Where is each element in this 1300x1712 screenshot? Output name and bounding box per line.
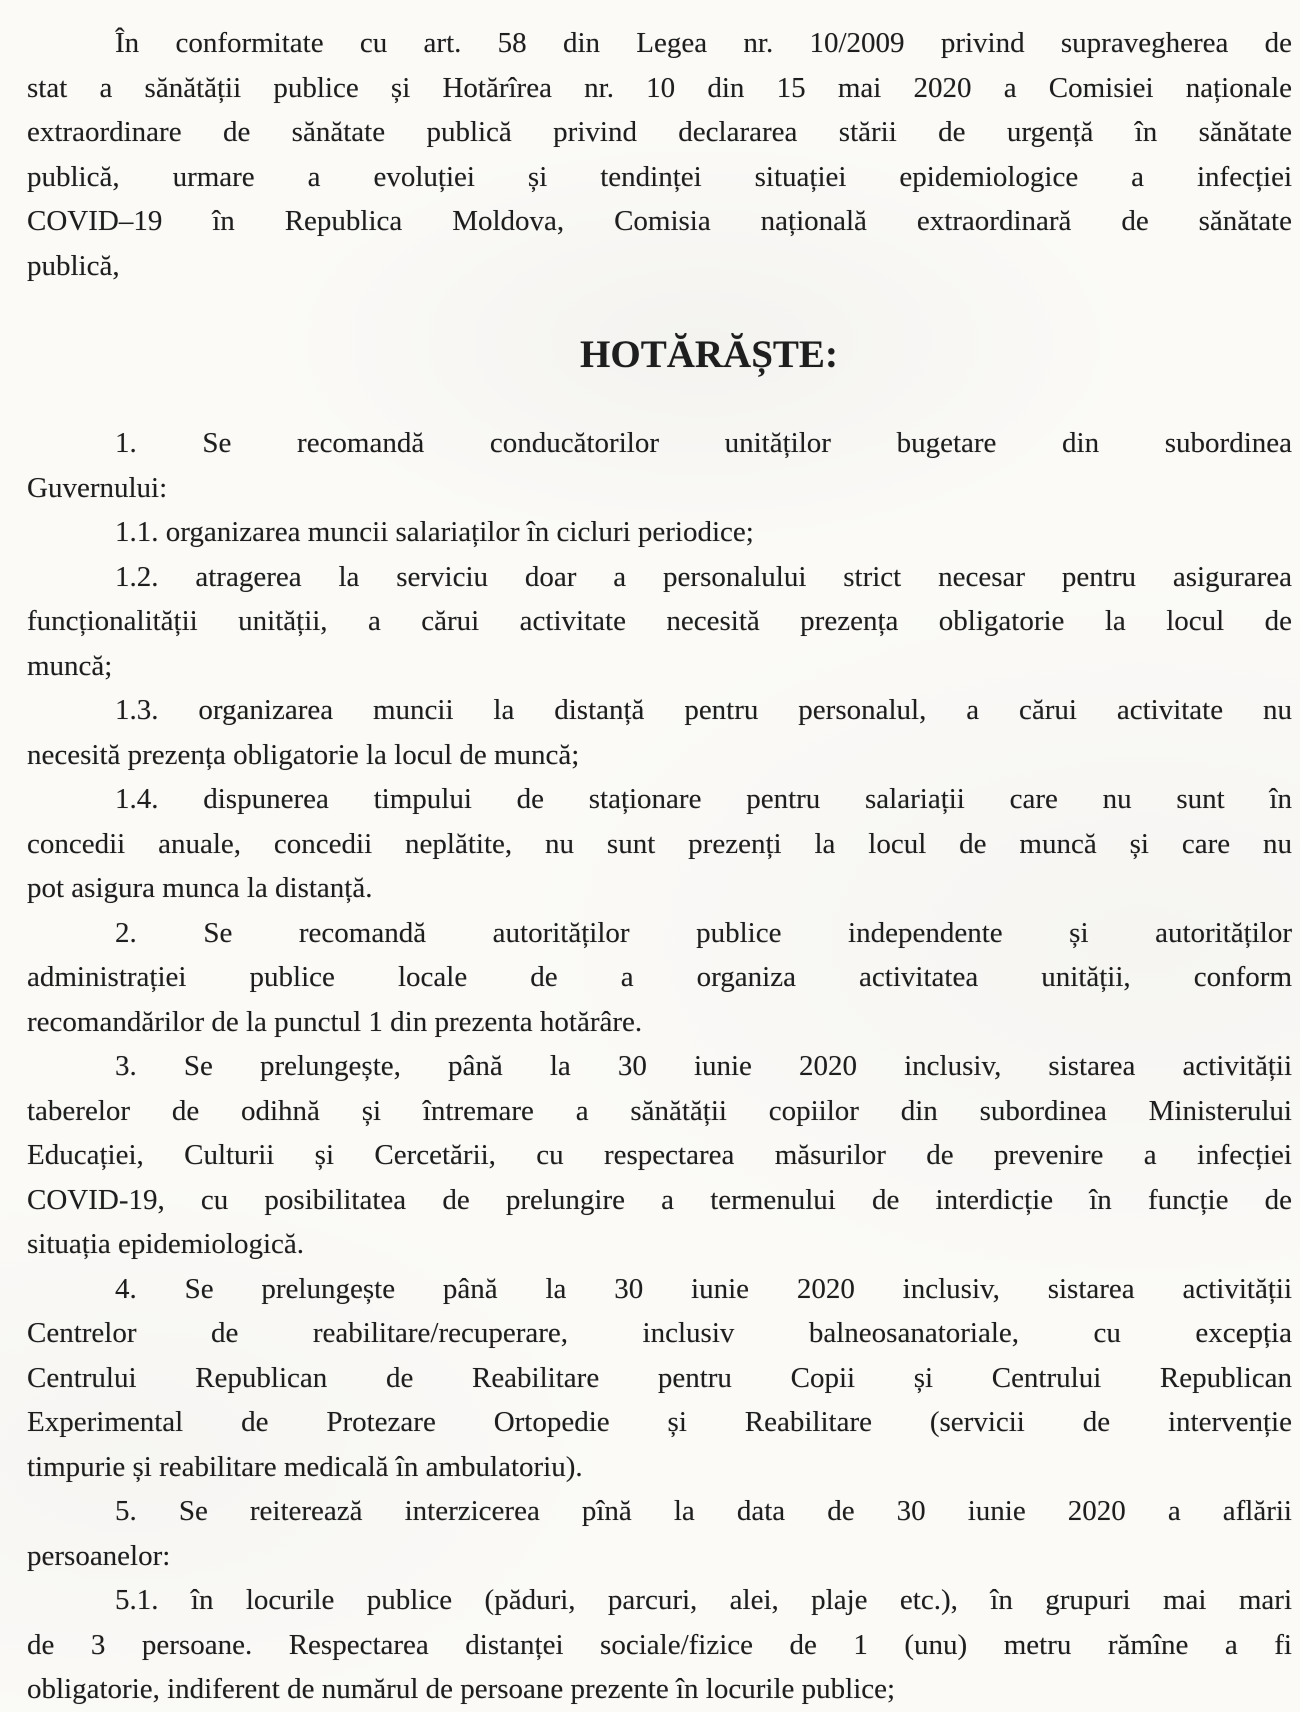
text-line: persoanelor: (27, 1539, 171, 1572)
paragraph-1-4 (27, 777, 1292, 911)
paragraph-1-3 (27, 688, 1292, 777)
text-line: taberelor de odihnă și întremare a sănătății copiilor din subordinea Ministerului (27, 1094, 1292, 1127)
text-line: timpurie și reabilitare medicală în ambulatoriu). (27, 1450, 583, 1483)
text-line: necesită prezența obligatorie la locul de muncă; (27, 738, 580, 771)
paragraph-5 (27, 1489, 1292, 1578)
body-paragraphs (27, 421, 1292, 1712)
paragraph-1-1 (27, 510, 1292, 555)
text-line: 5. Se reiterează interzicerea pînă la data de 30 iunie 2020 a aflării (115, 1495, 1292, 1527)
paragraph-5-1 (27, 1578, 1292, 1712)
text-line: 1.3. organizarea muncii la distanță pentru personalul, a cărui activitate nu (115, 694, 1292, 726)
text-line: stat a sănătății publice și Hotărîrea nr. 10 din 15 mai 2020 a Comisiei naționale (27, 71, 1292, 104)
text-line: publică, urmare a evoluției și tendinței situației epidemiologice a infecției (27, 160, 1292, 193)
text-line: 3. Se prelungește, până la 30 iunie 2020 inclusiv, sistarea activității (115, 1050, 1292, 1082)
text-line: Centrului Republican de Reabilitare pentru Copii și Centrului Republican (27, 1361, 1292, 1394)
text-line: de 3 persoane. Respectarea distanței sociale/fizice de 1 (unu) metru rămîne a fi (27, 1628, 1292, 1661)
text-line: Educației, Culturii și Cercetării, cu respectarea măsurilor de prevenire a infecției (27, 1139, 1292, 1171)
text-line: muncă; (27, 649, 113, 682)
text-line: 5.1. în locurile publice (păduri, parcuri, alei, plaje etc.), în grupuri mai mari (115, 1584, 1292, 1616)
text-line: funcționalității unității, a cărui activitate necesită prezența obligatorie la locul de (27, 605, 1292, 637)
paragraph-3 (27, 1044, 1292, 1267)
paragraph-1 (27, 421, 1292, 510)
paragraph-2 (27, 911, 1292, 1045)
text-line: În conformitate cu art. 58 din Legea nr. 10/2009 privind supravegherea de (115, 27, 1292, 59)
text-line: 4. Se prelungește până la 30 iunie 2020 inclusiv, sistarea activității (115, 1272, 1292, 1305)
paragraph-1-2 (27, 555, 1292, 689)
text-line: 2. Se recomandă autorităților publice independente și autorităților (115, 916, 1292, 949)
text-line: 1.2. atragerea la serviciu doar a personalului strict necesar pentru asigurarea (115, 560, 1292, 593)
text-line: COVID-19, cu posibilitatea de prelungire a termenului de interdicție în funcție de (27, 1183, 1292, 1216)
text-line: COVID–19 în Republica Moldova, Comisia națională extraordinară de sănătate (27, 205, 1292, 237)
paragraph-4 (27, 1267, 1292, 1490)
text-line: 1.4. dispunerea timpului de staționare pentru salariații care nu sunt în (115, 783, 1292, 815)
intro-paragraph (27, 21, 1292, 288)
text-line: extraordinare de sănătate publică privind declararea stării de urgență în sănătate (27, 116, 1292, 148)
text-line: administrației publice locale de a organiza activitatea unității, conform (27, 961, 1292, 993)
text-line: pot asigura munca la distanță. (27, 872, 373, 904)
text-line: Experimental de Protezare Ortopedie și Reabilitare (servicii de intervenție (27, 1406, 1292, 1438)
text-line: situația epidemiologică. (27, 1228, 305, 1260)
decision-heading: HOTĂRĂȘTE: (580, 333, 838, 376)
text-line: concedii anuale, concedii neplătite, nu sunt prezenți la locul de muncă și care nu (27, 827, 1292, 860)
text-line: recomandărilor de la punctul 1 din prezenta hotărâre. (27, 1005, 643, 1038)
text-line: publică, (27, 249, 120, 282)
text-line: Guvernului: (27, 471, 168, 504)
text-line: obligatorie, indiferent de numărul de persoane prezente în locurile publice; (27, 1673, 896, 1705)
text-line: 1. Se recomandă conducătorilor unităților bugetare din subordinea (115, 427, 1292, 459)
text-line: 1.1. organizarea muncii salariaților în cicluri periodice; (115, 516, 754, 548)
text-line: Centrelor de reabilitare/recuperare, inclusiv balneosanatoriale, cu excepția (27, 1317, 1292, 1349)
